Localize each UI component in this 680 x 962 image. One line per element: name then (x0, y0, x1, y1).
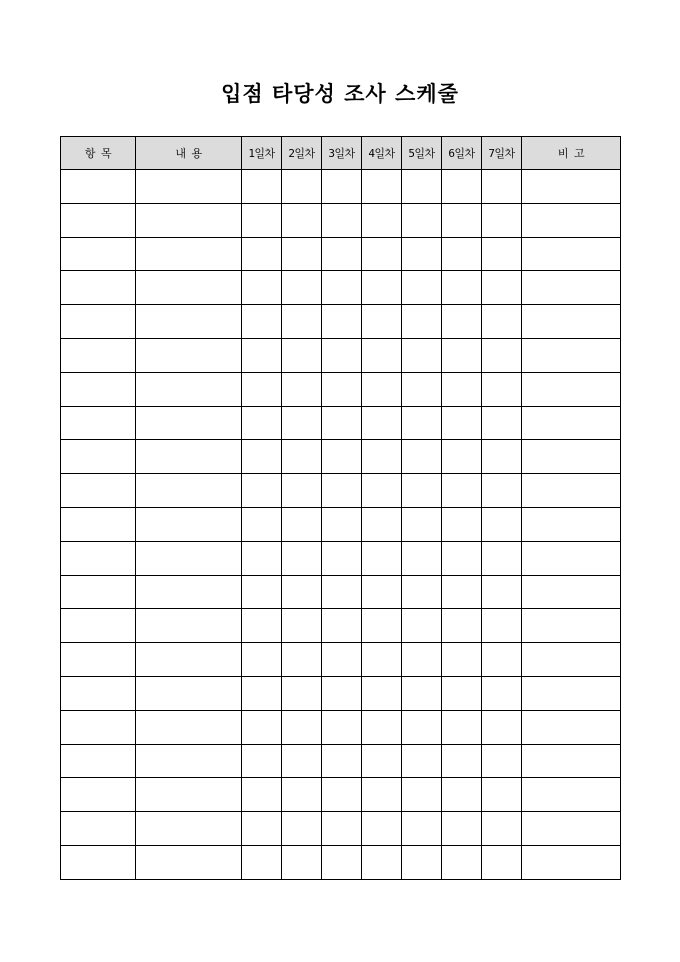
day3-cell[interactable] (322, 440, 362, 474)
table-row (61, 710, 621, 744)
day5-cell[interactable] (402, 305, 442, 339)
day3-cell[interactable] (322, 676, 362, 710)
day4-cell[interactable] (362, 440, 402, 474)
content-cell[interactable] (136, 778, 242, 812)
remarks-cell[interactable] (522, 778, 621, 812)
table-row (61, 170, 621, 204)
table-row (61, 643, 621, 677)
day3-cell[interactable] (322, 575, 362, 609)
table-row (61, 507, 621, 541)
table-row (61, 778, 621, 812)
day7-cell[interactable] (482, 812, 522, 846)
day4-cell[interactable] (362, 812, 402, 846)
header-remarks: 비 고 (522, 137, 621, 170)
day4-cell[interactable] (362, 643, 402, 677)
day2-cell[interactable] (282, 710, 322, 744)
day1-cell[interactable] (242, 541, 282, 575)
content-cell[interactable] (136, 203, 242, 237)
day4-cell[interactable] (362, 507, 402, 541)
table-row (61, 372, 621, 406)
content-cell[interactable] (136, 643, 242, 677)
day4-cell[interactable] (362, 170, 402, 204)
day6-cell[interactable] (442, 474, 482, 508)
day4-cell[interactable] (362, 609, 402, 643)
content-cell[interactable] (136, 575, 242, 609)
day2-cell[interactable] (282, 744, 322, 778)
remarks-cell[interactable] (522, 372, 621, 406)
content-cell[interactable] (136, 305, 242, 339)
day4-cell[interactable] (362, 575, 402, 609)
content-cell[interactable] (136, 676, 242, 710)
day4-cell[interactable] (362, 305, 402, 339)
day2-cell[interactable] (282, 507, 322, 541)
content-cell[interactable] (136, 812, 242, 846)
item-cell[interactable] (61, 643, 136, 677)
day1-cell[interactable] (242, 643, 282, 677)
item-cell[interactable] (61, 170, 136, 204)
day6-cell[interactable] (442, 845, 482, 879)
item-cell[interactable] (61, 203, 136, 237)
day5-cell[interactable] (402, 237, 442, 271)
day5-cell[interactable] (402, 338, 442, 372)
content-cell[interactable] (136, 170, 242, 204)
day7-cell[interactable] (482, 541, 522, 575)
day1-cell[interactable] (242, 507, 282, 541)
table-row (61, 237, 621, 271)
day3-cell[interactable] (322, 474, 362, 508)
item-cell[interactable] (61, 406, 136, 440)
day5-cell[interactable] (402, 744, 442, 778)
day5-cell[interactable] (402, 440, 442, 474)
day5-cell[interactable] (402, 203, 442, 237)
remarks-cell[interactable] (522, 237, 621, 271)
content-cell[interactable] (136, 541, 242, 575)
content-cell[interactable] (136, 440, 242, 474)
day6-cell[interactable] (442, 575, 482, 609)
table-row (61, 474, 621, 508)
table-row (61, 203, 621, 237)
content-cell[interactable] (136, 474, 242, 508)
table-row (61, 744, 621, 778)
day3-cell[interactable] (322, 643, 362, 677)
remarks-cell[interactable] (522, 845, 621, 879)
day6-cell[interactable] (442, 440, 482, 474)
day5-cell[interactable] (402, 170, 442, 204)
day1-cell[interactable] (242, 744, 282, 778)
remarks-cell[interactable] (522, 271, 621, 305)
day4-cell[interactable] (362, 676, 402, 710)
day7-cell[interactable] (482, 845, 522, 879)
day4-cell[interactable] (362, 541, 402, 575)
remarks-cell[interactable] (522, 203, 621, 237)
remarks-cell[interactable] (522, 338, 621, 372)
day4-cell[interactable] (362, 406, 402, 440)
day3-cell[interactable] (322, 372, 362, 406)
day3-cell[interactable] (322, 203, 362, 237)
day5-cell[interactable] (402, 406, 442, 440)
day3-cell[interactable] (322, 237, 362, 271)
day2-cell[interactable] (282, 440, 322, 474)
day5-cell[interactable] (402, 372, 442, 406)
day3-cell[interactable] (322, 609, 362, 643)
item-cell[interactable] (61, 812, 136, 846)
day2-cell[interactable] (282, 338, 322, 372)
day3-cell[interactable] (322, 541, 362, 575)
item-cell[interactable] (61, 237, 136, 271)
day1-cell[interactable] (242, 203, 282, 237)
content-cell[interactable] (136, 609, 242, 643)
day5-cell[interactable] (402, 845, 442, 879)
item-cell[interactable] (61, 676, 136, 710)
day6-cell[interactable] (442, 541, 482, 575)
day1-cell[interactable] (242, 812, 282, 846)
day1-cell[interactable] (242, 440, 282, 474)
day4-cell[interactable] (362, 710, 402, 744)
table-row (61, 812, 621, 846)
day3-cell[interactable] (322, 812, 362, 846)
day7-cell[interactable] (482, 474, 522, 508)
day7-cell[interactable] (482, 372, 522, 406)
table-row (61, 406, 621, 440)
remarks-cell[interactable] (522, 575, 621, 609)
table-row (61, 440, 621, 474)
day2-cell[interactable] (282, 643, 322, 677)
day4-cell[interactable] (362, 338, 402, 372)
day2-cell[interactable] (282, 778, 322, 812)
day7-cell[interactable] (482, 338, 522, 372)
day6-cell[interactable] (442, 609, 482, 643)
day1-cell[interactable] (242, 237, 282, 271)
day5-cell[interactable] (402, 609, 442, 643)
day2-cell[interactable] (282, 812, 322, 846)
header-day3: 3일차 (322, 137, 362, 170)
day5-cell[interactable] (402, 474, 442, 508)
day5-cell[interactable] (402, 541, 442, 575)
day7-cell[interactable] (482, 676, 522, 710)
day3-cell[interactable] (322, 744, 362, 778)
table-header (61, 137, 621, 170)
day7-cell[interactable] (482, 710, 522, 744)
day1-cell[interactable] (242, 710, 282, 744)
day6-cell[interactable] (442, 406, 482, 440)
day6-cell[interactable] (442, 676, 482, 710)
day1-cell[interactable] (242, 575, 282, 609)
day2-cell[interactable] (282, 372, 322, 406)
remarks-cell[interactable] (522, 744, 621, 778)
day4-cell[interactable] (362, 237, 402, 271)
table-row (61, 575, 621, 609)
day7-cell[interactable] (482, 609, 522, 643)
day3-cell[interactable] (322, 305, 362, 339)
remarks-cell[interactable] (522, 440, 621, 474)
day1-cell[interactable] (242, 676, 282, 710)
day7-cell[interactable] (482, 170, 522, 204)
day1-cell[interactable] (242, 609, 282, 643)
day2-cell[interactable] (282, 575, 322, 609)
day1-cell[interactable] (242, 845, 282, 879)
page-title: 입점 타당성 조사 스케줄 (221, 81, 459, 106)
table-row (61, 676, 621, 710)
day3-cell[interactable] (322, 845, 362, 879)
day6-cell[interactable] (442, 338, 482, 372)
header-day7: 7일차 (482, 137, 522, 170)
day1-cell[interactable] (242, 170, 282, 204)
item-cell[interactable] (61, 541, 136, 575)
day7-cell[interactable] (482, 203, 522, 237)
day5-cell[interactable] (402, 676, 442, 710)
day7-cell[interactable] (482, 778, 522, 812)
day2-cell[interactable] (282, 845, 322, 879)
day7-cell[interactable] (482, 575, 522, 609)
content-cell[interactable] (136, 237, 242, 271)
item-cell[interactable] (61, 744, 136, 778)
day6-cell[interactable] (442, 237, 482, 271)
item-cell[interactable] (61, 338, 136, 372)
day4-cell[interactable] (362, 744, 402, 778)
day5-cell[interactable] (402, 710, 442, 744)
day6-cell[interactable] (442, 305, 482, 339)
day5-cell[interactable] (402, 778, 442, 812)
day5-cell[interactable] (402, 271, 442, 305)
day4-cell[interactable] (362, 778, 402, 812)
day7-cell[interactable] (482, 507, 522, 541)
day2-cell[interactable] (282, 305, 322, 339)
day6-cell[interactable] (442, 778, 482, 812)
day2-cell[interactable] (282, 541, 322, 575)
day1-cell[interactable] (242, 271, 282, 305)
header-row (61, 137, 621, 170)
remarks-cell[interactable] (522, 710, 621, 744)
day4-cell[interactable] (362, 271, 402, 305)
item-cell[interactable] (61, 710, 136, 744)
day4-cell[interactable] (362, 203, 402, 237)
content-cell[interactable] (136, 338, 242, 372)
day1-cell[interactable] (242, 305, 282, 339)
day5-cell[interactable] (402, 812, 442, 846)
day4-cell[interactable] (362, 372, 402, 406)
day5-cell[interactable] (402, 643, 442, 677)
day6-cell[interactable] (442, 271, 482, 305)
day2-cell[interactable] (282, 237, 322, 271)
day7-cell[interactable] (482, 744, 522, 778)
content-cell[interactable] (136, 845, 242, 879)
content-cell[interactable] (136, 372, 242, 406)
content-cell[interactable] (136, 507, 242, 541)
day6-cell[interactable] (442, 203, 482, 237)
day7-cell[interactable] (482, 271, 522, 305)
header-item: 항 목 (61, 137, 136, 170)
item-cell[interactable] (61, 778, 136, 812)
remarks-cell[interactable] (522, 676, 621, 710)
day5-cell[interactable] (402, 575, 442, 609)
day3-cell[interactable] (322, 271, 362, 305)
day3-cell[interactable] (322, 778, 362, 812)
day2-cell[interactable] (282, 676, 322, 710)
day6-cell[interactable] (442, 507, 482, 541)
day6-cell[interactable] (442, 744, 482, 778)
day2-cell[interactable] (282, 203, 322, 237)
day7-cell[interactable] (482, 643, 522, 677)
remarks-cell[interactable] (522, 507, 621, 541)
schedule-table (60, 136, 621, 880)
header-day4: 4일차 (362, 137, 402, 170)
table-row (61, 609, 621, 643)
item-cell[interactable] (61, 474, 136, 508)
day6-cell[interactable] (442, 710, 482, 744)
content-cell[interactable] (136, 271, 242, 305)
day2-cell[interactable] (282, 406, 322, 440)
day3-cell[interactable] (322, 406, 362, 440)
table-row (61, 271, 621, 305)
day2-cell[interactable] (282, 474, 322, 508)
remarks-cell[interactable] (522, 170, 621, 204)
day1-cell[interactable] (242, 406, 282, 440)
day1-cell[interactable] (242, 778, 282, 812)
header-day5: 5일차 (402, 137, 442, 170)
table-row (61, 338, 621, 372)
item-cell[interactable] (61, 507, 136, 541)
header-day1: 1일차 (242, 137, 282, 170)
day6-cell[interactable] (442, 372, 482, 406)
day1-cell[interactable] (242, 474, 282, 508)
day4-cell[interactable] (362, 845, 402, 879)
item-cell[interactable] (61, 440, 136, 474)
remarks-cell[interactable] (522, 541, 621, 575)
day7-cell[interactable] (482, 237, 522, 271)
day1-cell[interactable] (242, 338, 282, 372)
table-row (61, 305, 621, 339)
item-cell[interactable] (61, 271, 136, 305)
content-cell[interactable] (136, 406, 242, 440)
day3-cell[interactable] (322, 170, 362, 204)
day6-cell[interactable] (442, 170, 482, 204)
day2-cell[interactable] (282, 271, 322, 305)
day7-cell[interactable] (482, 440, 522, 474)
item-cell[interactable] (61, 609, 136, 643)
day3-cell[interactable] (322, 338, 362, 372)
day2-cell[interactable] (282, 170, 322, 204)
day7-cell[interactable] (482, 305, 522, 339)
header-content: 내 용 (136, 137, 242, 170)
remarks-cell[interactable] (522, 406, 621, 440)
table-row (61, 845, 621, 879)
table-row (61, 541, 621, 575)
day6-cell[interactable] (442, 643, 482, 677)
remarks-cell[interactable] (522, 643, 621, 677)
content-cell[interactable] (136, 710, 242, 744)
item-cell[interactable] (61, 372, 136, 406)
table-body (61, 170, 621, 880)
day7-cell[interactable] (482, 406, 522, 440)
day3-cell[interactable] (322, 710, 362, 744)
remarks-cell[interactable] (522, 474, 621, 508)
day6-cell[interactable] (442, 812, 482, 846)
item-cell[interactable] (61, 575, 136, 609)
header-day2: 2일차 (282, 137, 322, 170)
day1-cell[interactable] (242, 372, 282, 406)
item-cell[interactable] (61, 845, 136, 879)
day3-cell[interactable] (322, 507, 362, 541)
day2-cell[interactable] (282, 609, 322, 643)
day4-cell[interactable] (362, 474, 402, 508)
header-day6: 6일차 (442, 137, 482, 170)
remarks-cell[interactable] (522, 609, 621, 643)
content-cell[interactable] (136, 744, 242, 778)
remarks-cell[interactable] (522, 812, 621, 846)
remarks-cell[interactable] (522, 305, 621, 339)
item-cell[interactable] (61, 305, 136, 339)
day5-cell[interactable] (402, 507, 442, 541)
